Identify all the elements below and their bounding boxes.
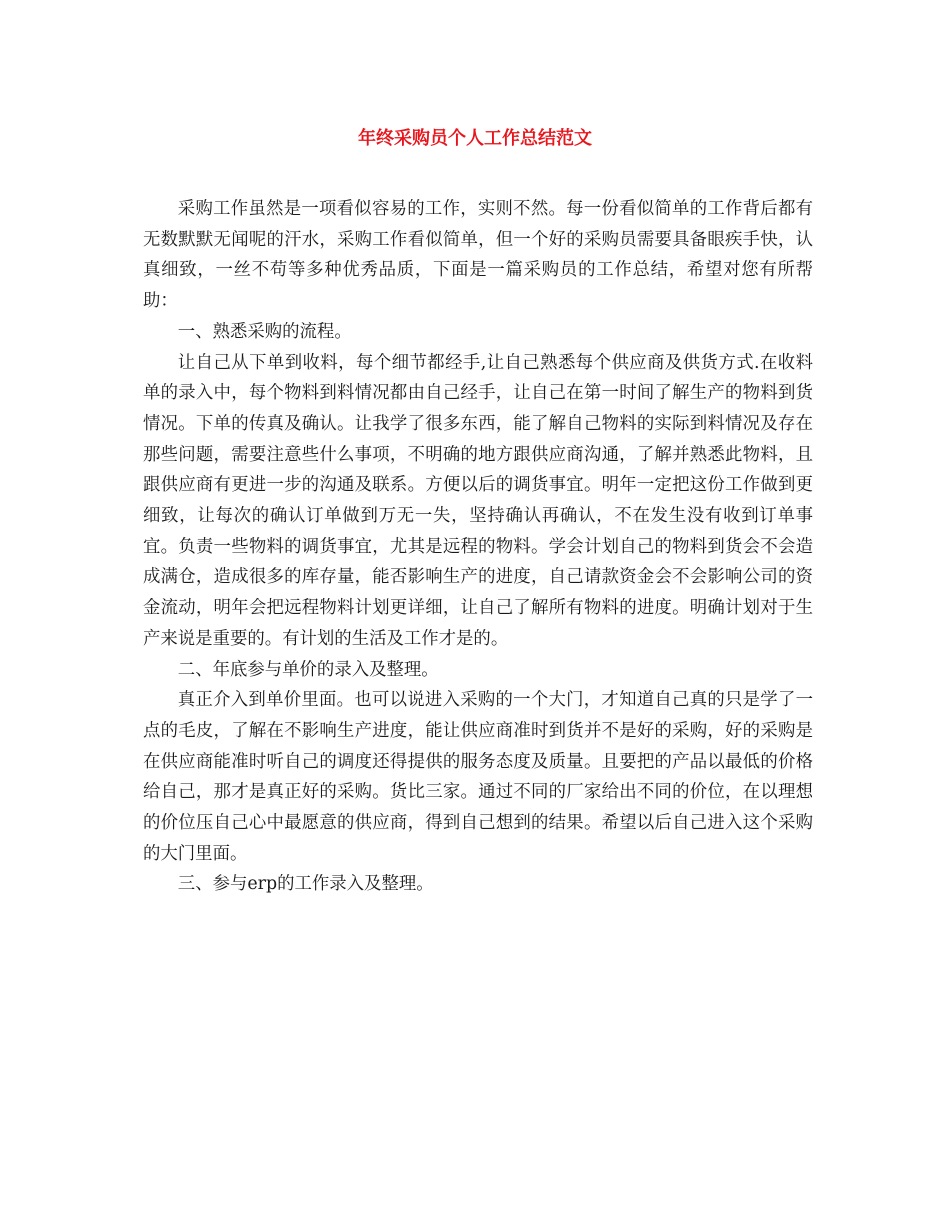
section-body-1: 让自己从下单到收料，每个细节都经手,让自己熟悉每个供应商及供货方式.在收料单的录入中，每个物料到料情况都由自己经手，让自己在第一时间了解生产的物料到货情况。下单的传真及确认。让我学了很多东西，能了解自己物料的实际到料情况及存在那些问题，需要注意些什么事项，不明确的地方跟供应商沟通，了解并熟悉此物料，且跟供应商有更进一步的沟通及联系。方便以后的调货事宜。明年一定把这份工作做到更细致，让每次的确认订单做到万无一失，坚持确认再确认，不在发生没有收到订单事宜。负责一些物料的调货事宜，尤其是远程的物料。学会计划自己的物料到货会不会造成满仓，造成很多的库存量，能否影响生产的进度，自己请款资金会不会影响公司的资金流动，明年会把远程物料计划更详细，让自己了解所有物料的进度。明确计划对于生产来说是重要的。有计划的生活及工作才是的。 (143, 352, 813, 649)
section-heading-3: 三、参与erp的工作录入及整理。 (177, 874, 434, 895)
section-body-2: 真正介入到单价里面。也可以说进入采购的一个大门，才知道自己真的只是学了一点的毛皮，了解在不影响生产进度，能让供应商准时到货并不是好的采购，好的采购是在供应商能准时听自己的调度还得提供的服务态度及质量。且要把的产品以最低的价格给自己，那才是真正好的采购。货比三家。通过不同的厂家给出不同的价位，在以理想的价位压自己心中最愿意的供应商，得到自己想到的结果。希望以后自己进入这个采购的大门里面。 (143, 690, 813, 864)
intro-paragraph: 采购工作虽然是一项看似容易的工作，实则不然。每一份看似简单的工作背后都有无数默默无闻呢的汗水，采购工作看似简单，但一个好的采购员需要具备眼疾手快，认真细致，一丝不苟等多种优秀品质，下面是一篇采购员的工作总结，希望对您有所帮助： (143, 199, 813, 312)
section-heading-1: 一、熟悉采购的流程。 (177, 321, 352, 342)
document-body (143, 194, 813, 900)
document-title: 年终采购员个人工作总结范文 (358, 128, 592, 149)
section-heading-2: 二、年底参与单价的录入及整理。 (177, 659, 439, 680)
